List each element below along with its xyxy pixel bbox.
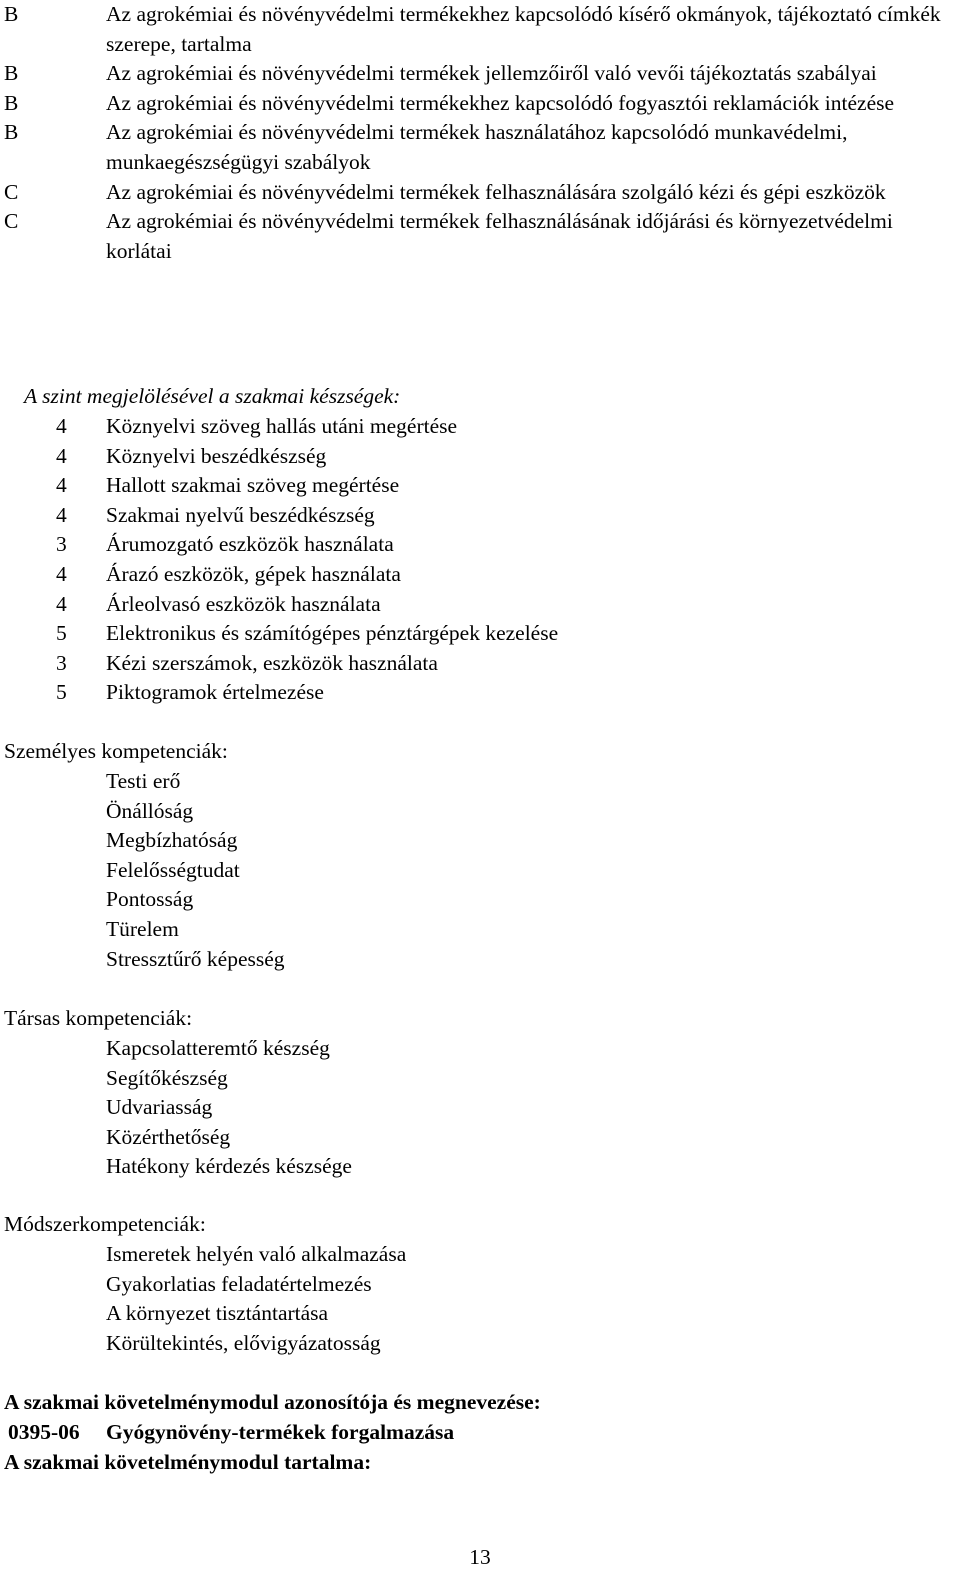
skill-text: Árazó eszközök, gépek használata xyxy=(106,561,401,586)
personal-competencies-title: Személyes kompetenciák: xyxy=(4,739,228,763)
skill-level: 3 xyxy=(56,650,67,675)
list-item xyxy=(0,118,960,177)
skill-text: Szakmai nyelvű beszédkészség xyxy=(106,502,375,527)
skill-text: Elektronikus és számítógépes pénztárgépek kezelése xyxy=(106,621,559,646)
list-item xyxy=(0,412,960,442)
level-code: C xyxy=(4,179,19,204)
list-item xyxy=(0,178,960,208)
level-code: B xyxy=(4,120,19,145)
module-name: Gyógynövény-termékek forgalmazása xyxy=(106,1420,455,1444)
skills-heading: A szint megjelölésével a szakmai készségek: xyxy=(24,384,401,408)
list-item: Felelősségtudat xyxy=(106,857,240,882)
list-item: Közérthetőség xyxy=(106,1124,231,1149)
skill-text: Köznyelvi beszédkészség xyxy=(106,443,327,468)
skill-text: Hallott szakmai szöveg megértése xyxy=(106,473,400,498)
module-identifier xyxy=(8,1418,454,1448)
item-text: Az agrokémiai és növényvédelmi termékek jellemzőiről való vevői tájékoztatás szabályai xyxy=(106,61,877,86)
list-item xyxy=(0,442,960,472)
list-item xyxy=(0,471,960,501)
skill-level: 5 xyxy=(56,621,67,646)
social-competencies-title: Társas kompetenciák: xyxy=(4,1006,193,1030)
social-competencies-list xyxy=(106,1034,352,1182)
list-item xyxy=(0,678,960,708)
module-content-heading: A szakmai követelménymodul tartalma: xyxy=(4,1450,372,1474)
page-number: 13 xyxy=(469,1545,491,1569)
skill-level: 4 xyxy=(56,561,67,586)
list-item: Megbízhatóság xyxy=(106,828,238,853)
method-competencies-list xyxy=(106,1240,406,1358)
skill-text: Köznyelvi szöveg hallás utáni megértése xyxy=(106,414,458,438)
item-text: Az agrokémiai és növényvédelmi termékekhez kapcsolódó fogyasztói reklamációk intézése xyxy=(106,90,895,115)
list-item: Körültekintés, elővigyázatosság xyxy=(106,1330,381,1355)
list-item xyxy=(0,560,960,590)
list-item: Hatékony kérdezés készsége xyxy=(106,1154,352,1179)
list-item: Ismeretek helyén való alkalmazása xyxy=(106,1242,407,1266)
list-item xyxy=(0,59,960,89)
skill-level: 4 xyxy=(56,591,67,616)
skills-list xyxy=(0,412,960,708)
item-text: Az agrokémiai és növényvédelmi termékekhez kapcsolódó kísérő okmányok, tájékoztató címkék szerepe, tartalma xyxy=(106,2,941,56)
skill-text: Árumozgató eszközök használata xyxy=(106,532,394,557)
skill-level: 4 xyxy=(56,473,67,498)
skill-text: Árleolvasó eszközök használata xyxy=(106,591,381,616)
list-item: Testi erő xyxy=(106,769,181,793)
list-item: A környezet tisztántartása xyxy=(106,1301,329,1326)
skill-text: Kézi szerszámok, eszközök használata xyxy=(106,650,438,675)
level-code: B xyxy=(4,2,19,26)
skill-level: 5 xyxy=(56,680,67,705)
list-item xyxy=(0,89,960,119)
list-item: Udvariasság xyxy=(106,1095,213,1120)
module-code: 0395-06 xyxy=(8,1420,80,1444)
list-item: Kapcsolatteremtő készség xyxy=(106,1036,330,1060)
list-item: Türelem xyxy=(106,916,179,941)
list-item xyxy=(0,0,960,59)
personal-competencies-list xyxy=(106,767,285,974)
item-text: Az agrokémiai és növényvédelmi termékek felhasználására szolgáló kézi és gépi eszközök xyxy=(106,179,886,204)
list-item xyxy=(0,590,960,620)
list-item: Pontosság xyxy=(106,887,194,912)
method-competencies-title: Módszerkompetenciák: xyxy=(4,1212,206,1236)
skill-text: Piktogramok értelmezése xyxy=(106,680,324,705)
list-item: Önállóság xyxy=(106,798,194,823)
level-code: B xyxy=(4,61,19,86)
skill-level: 3 xyxy=(56,532,67,557)
list-item xyxy=(0,619,960,649)
item-text: Az agrokémiai és növényvédelmi termékek felhasználásának időjárási és környezetvédelmi korlátai xyxy=(106,209,893,263)
level-code: B xyxy=(4,90,19,115)
skill-level: 4 xyxy=(56,502,67,527)
skill-level: 4 xyxy=(56,414,67,438)
list-item xyxy=(0,649,960,679)
list-item: Segítőkészség xyxy=(106,1065,228,1090)
module-id-heading: A szakmai követelménymodul azonosítója és megnevezése: xyxy=(4,1390,541,1414)
list-item xyxy=(0,530,960,560)
list-item: Stressztűrő képesség xyxy=(106,946,285,971)
level-code: C xyxy=(4,209,19,234)
list-item xyxy=(0,501,960,531)
list-item: Gyakorlatias feladatértelmezés xyxy=(106,1271,372,1296)
item-text: Az agrokémiai és növényvédelmi termékek használatához kapcsolódó munkavédelmi, munkaegészségügyi szabályok xyxy=(106,120,848,174)
knowledge-list xyxy=(0,0,960,266)
skill-level: 4 xyxy=(56,443,67,468)
list-item xyxy=(0,207,960,266)
